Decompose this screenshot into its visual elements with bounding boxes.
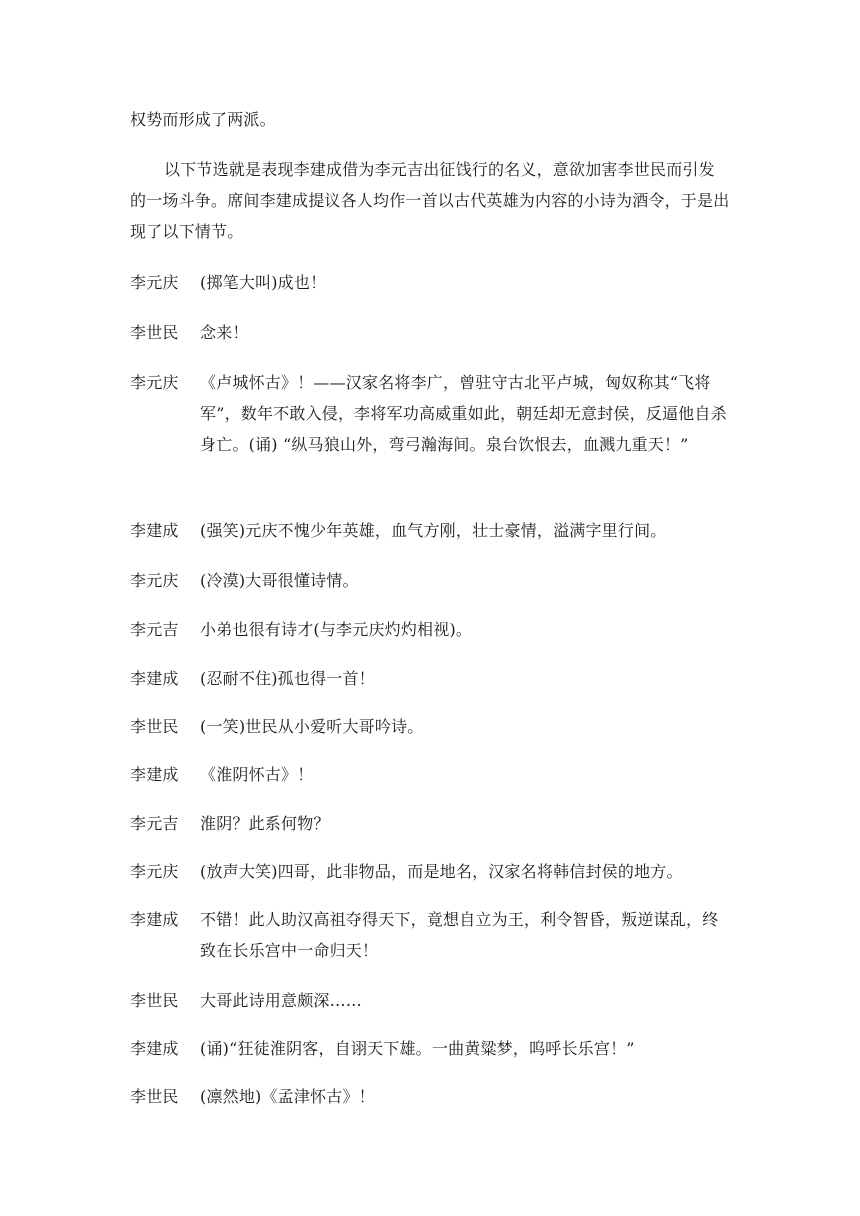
- speech-text: 小弟也很有诗才(与李元庆灼灼相视)。: [200, 620, 473, 639]
- speech-text: 《淮阴怀古》！: [200, 765, 314, 784]
- speech-text: 大哥此诗用意颇深……: [200, 991, 363, 1010]
- speaker-name: 李元庆: [130, 373, 179, 392]
- speaker-name: 李元庆: [130, 571, 179, 590]
- intro-paragraph-2: 以下节选就是表现李建成借为李元吉出征饯行的名义，意欲加害李世民而引发的一场斗争。席间李建成提议各人均作一首以古代英雄为内容的小诗为酒令，于是出现了以下情节。: [130, 160, 730, 241]
- speech-text: 不错！此人助汉高祖夺得天下，竟想自立为王，利令智昏，叛逆谋乱，终致在长乐宫中一命归天！: [200, 910, 719, 960]
- speaker-name: 李建成: [130, 910, 179, 929]
- speaker-name: 李建成: [130, 521, 179, 540]
- speech-text: (凛然地)《孟津怀古》！: [200, 1087, 375, 1106]
- speech-text: (掷笔大叫)成也！: [200, 273, 327, 292]
- speech-text: 念来！: [200, 323, 249, 342]
- speaker-name: 李建成: [130, 765, 179, 784]
- speaker-name: 李世民: [130, 323, 179, 342]
- speech-text: (强笑)元庆不愧少年英雄，血气方刚，壮士豪情，溢满字里行间。: [200, 521, 667, 540]
- speaker-name: 李元庆: [130, 273, 179, 292]
- speaker-name: 李元吉: [130, 814, 179, 833]
- speech-text: 《卢城怀古》！——汉家名将李广，曾驻守古北平卢城，匈奴称其“飞将军”，数年不敢入侵，李将军功高威重如此，朝廷却无意封侯，反逼他自杀身亡。(诵) “纵马狼山外，弯弓瀚海间。泉台饮恨去，血溅九重天！”: [200, 373, 727, 454]
- speech-text: (一笑)世民从小爱听大哥吟诗。: [200, 717, 424, 736]
- speaker-name: 李元庆: [130, 862, 179, 881]
- speech-text: (冷漠)大哥很懂诗情。: [200, 571, 359, 590]
- speech-text: 淮阴？此系何物？: [200, 814, 330, 833]
- speaker-name: 李建成: [130, 1039, 179, 1058]
- speaker-name: 李世民: [130, 991, 179, 1010]
- speech-text: (放声大笑)四哥，此非物品，而是地名，汉家名将韩信封侯的地方。: [200, 862, 683, 881]
- speech-text: (忍耐不住)孤也得一首！: [200, 669, 375, 688]
- speaker-name: 李元吉: [130, 620, 179, 639]
- speaker-name: 李建成: [130, 669, 179, 688]
- speaker-name: 李世民: [130, 717, 179, 736]
- speech-text: (诵)“狂徒淮阴客，自诩天下雄。一曲黄粱梦，呜呼长乐宫！”: [200, 1039, 635, 1058]
- intro-paragraph-1: 权势而形成了两派。: [130, 110, 276, 129]
- speaker-name: 李世民: [130, 1087, 179, 1106]
